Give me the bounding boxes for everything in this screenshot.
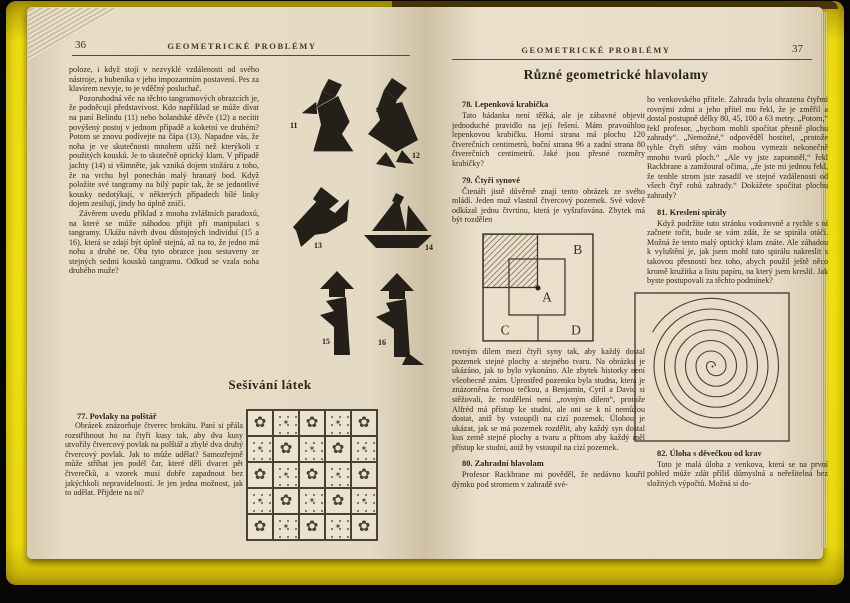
tangram-label-15: 15 xyxy=(322,337,330,346)
ornament-motif-icon: ✿ xyxy=(331,492,345,509)
problem-79-heading: 79. Čtyři synové xyxy=(462,175,520,185)
tangram-figure-man-without-foot xyxy=(310,271,364,357)
problem-81-heading: 81. Kreslení spirály xyxy=(657,207,727,217)
section-heading: Sešívání látek xyxy=(228,377,312,392)
star-motif-icon: ✶ xyxy=(334,470,342,479)
ornament-motif-icon: ✿ xyxy=(279,440,293,457)
brocade-star-cell xyxy=(273,462,299,488)
paragraph: ho venkovského přítele. Zahrada byla ohrazena čtyřmi rovnými zdmi a jeho přítel mu řekl, že je změřil a dostal postupně délky 80, 45, 100 a 63 metry. „Potom,“ řekl profesor, „bychom mohli spočítat přesně plochu zahrady“. „Nemožné,“ odpověděl hostitel, „protože tyhle čtyři stěny vám mohou vymezit nekonečně mnoho tvarů ploch.“ „Ale vy jste zapomněl,“ řekl Rackbrane a zamžoural očima, „že jste mi jednou řekl, že tenhle strom jste zasadil ve stejné vzdálenosti od všech čtyř rohů zahrady.“ Dokážete spočítat plochu zahrady? xyxy=(647,95,828,200)
paragraph: poloze, i když stojí v nezvyklé vzdálenosti od svého nástroje, a bubeníka v jeho impozantním postavení. Pes za klavírem nevyje, to je vděčný posluchač. xyxy=(69,65,259,94)
problem-80-heading: 80. Zahradní hlavolam xyxy=(462,459,544,469)
tangram-figure-yacht xyxy=(362,193,434,249)
problem-77-heading: 77. Povlaky na polštář xyxy=(77,412,157,421)
brocade-ornament-cell xyxy=(247,514,273,540)
left-running-header: GEOMETRICKÉ PROBLÉMY xyxy=(167,41,317,51)
left-page xyxy=(27,7,433,559)
spiral-figure xyxy=(634,292,790,442)
ornament-motif-icon: ✿ xyxy=(305,518,319,535)
brocade-star-cell xyxy=(325,514,351,540)
problem-78-heading: 78. Lepenková krabička xyxy=(462,100,549,109)
brocade-grid-figure xyxy=(246,409,378,541)
star-motif-icon: ✶ xyxy=(334,418,342,427)
star-motif-icon: ✶ xyxy=(256,496,264,505)
ornament-motif-icon: ✿ xyxy=(279,492,293,509)
tangram-label-16: 16 xyxy=(378,338,386,347)
ornament-motif-icon: ✿ xyxy=(357,518,371,535)
diagram-label-a: A xyxy=(542,289,552,305)
brocade-star-cell xyxy=(273,514,299,540)
ornament-motif-icon: ✿ xyxy=(253,466,267,483)
star-motif-icon: ✶ xyxy=(308,496,316,505)
land-division-diagram xyxy=(482,233,594,342)
paragraph: Čtenáři jistě důvěrně znají tento obrázek ze svého mládí. Jeden muž vlastnil čtvercový pozemek. Své vdově odkázal jednu čtvrtinu, která je vyšrafována. Zbytek má být rozdělen xyxy=(452,186,645,225)
ornament-motif-icon: ✿ xyxy=(253,414,267,431)
paragraph: Tato hádanka není těžká, ale je zábavné objevit jednoduché pravidlo na její řešení. Mám pravoúhlou lepenkovou krabičku. Horní strana má plochu 120 čtverečních centimetrů, boční strana 96 a zadní strana 80 čtverečních centimetrů. Jaké jsou přesné rozměry krabičky? xyxy=(452,111,645,168)
brocade-ornament-cell xyxy=(247,462,273,488)
star-motif-icon: ✶ xyxy=(256,444,264,453)
brocade-star-cell xyxy=(247,488,273,514)
tangram-label-12: 12 xyxy=(412,151,420,160)
tangram-label-14: 14 xyxy=(425,243,433,252)
paragraph: Když podržíte tuto stránku vodorovně a rychle s ní začnete točit, bude se vám zdát, že se spirála otáčí. Možná že tento malý optický klam znáte. Ale záhadou k vyluštění je, jak jsem mohl tuto spirálu nakreslit s takovou přesností bez toho, abych použil ještě něco kromě kružítka a listu papíru, na který jsem kreslil. Jak byste postupovali za těchto podmínek? xyxy=(647,218,828,286)
problem-77-text xyxy=(65,421,243,498)
star-motif-icon: ✶ xyxy=(334,522,342,531)
paragraph: Pozoruhodná věc na těchto tangramových obrazcích je, že podněcují představivost. Kdo například se může dívat na paní Belindu (11) nebo holandské děvče (12) a necítit povýšený postoj v jednom případě a koketní ve druhém? Potom se znovu podívejte na čápa (13). Napadne vás, že noha je ve skutečnosti mnohem užší než kterýkoli z použitých kousků. Je to skutečně optický klam. V případě jachty (14) si všimněte, jak vzniká dojem stožáru z toho, že na vrchu byl ponechán malý hranatý bod. Když položíte své tangramy na bílý papír tak, že se jednotlivé kousky nedotýkají, v některých případech bílé linky dojem zesilují, jindy ho úplně zničí. xyxy=(69,93,259,209)
tangram-figure-man-with-foot xyxy=(368,273,426,365)
brocade-row xyxy=(247,436,377,462)
diagram-label-d: D xyxy=(571,322,581,338)
left-header-rule xyxy=(72,55,410,56)
brocade-ornament-cell xyxy=(325,436,351,462)
brocade-ornament-cell xyxy=(351,514,377,540)
paragraph: Profesor Rackbrane mi pověděl, že nedávno kouřil dýmku pod stromem v zahradě své- xyxy=(452,470,645,490)
star-motif-icon: ✶ xyxy=(282,470,290,479)
well-dot xyxy=(536,285,541,290)
brocade-row xyxy=(247,410,377,436)
ornament-motif-icon: ✿ xyxy=(357,414,371,431)
right-page-right-column xyxy=(647,95,828,488)
star-motif-icon: ✶ xyxy=(282,418,290,427)
brocade-row xyxy=(247,488,377,514)
brocade-ornament-cell xyxy=(299,410,325,436)
ornament-motif-icon: ✿ xyxy=(253,518,267,535)
brocade-ornament-cell xyxy=(273,488,299,514)
tangram-figures xyxy=(282,75,432,375)
brocade-star-cell xyxy=(325,462,351,488)
right-page-number: 37 xyxy=(792,43,803,55)
brocade-row xyxy=(247,462,377,488)
brocade-ornament-cell xyxy=(299,462,325,488)
spiral-center-dot xyxy=(712,365,714,367)
left-text-column xyxy=(69,65,259,276)
ornament-motif-icon: ✿ xyxy=(305,414,319,431)
star-motif-icon: ✶ xyxy=(360,496,368,505)
spiral-path xyxy=(653,298,779,428)
ornament-motif-icon: ✿ xyxy=(331,440,345,457)
right-page-left-column xyxy=(452,93,645,490)
tangram-figure-stork xyxy=(287,185,349,249)
ornament-motif-icon: ✿ xyxy=(305,466,319,483)
brocade-star-cell xyxy=(299,488,325,514)
tangram-figure-lady xyxy=(300,77,362,157)
right-page xyxy=(426,7,828,559)
brocade-star-cell xyxy=(247,436,273,462)
chapter-title: Různé geometrické hlavolamy xyxy=(523,67,709,82)
paragraph: Závěrem uvedu příklad z mnoha zvláštních paradoxů, na které se může náhodou přijít při manipulaci s tangramy. Ukážu návrh dvou důstojných individuí (15 a 16), která se zdají být úplně stejná, až na to, že jedno má nohu a druhé ne. Oba tyto obrazce jsou sestaveny ze stejných sedmi kousků tangramu. Odkud se vzala noha druhého muže? xyxy=(69,208,259,276)
tangram-lady-icon xyxy=(300,77,362,157)
tangram-label-13: 13 xyxy=(314,241,322,250)
ornament-motif-icon: ✿ xyxy=(357,466,371,483)
star-motif-icon: ✶ xyxy=(308,444,316,453)
diagram-label-b: B xyxy=(573,241,583,257)
paragraph: Obrázek znázorňuje čtverec brokátu. Paní si přála rozstřihnout ho na čtyři kusy tak, aby dva kusy utvořily čtvercový povlak na polštář a zbylé dva druhý čtvercový povlak. Jak to může udělat? Samozřejmě může stříhat jen podél čar, které dělí dvacet pět čtverečků, a vzorek musí dobře zapadnout bez jakýchkoli nepravidelností. Je jen jedna možnost, jak to udělat. Přijdete na ni? xyxy=(65,421,243,498)
brocade-ornament-cell xyxy=(273,436,299,462)
tangram-label-11: 11 xyxy=(290,121,298,130)
left-page-number: 36 xyxy=(75,39,86,51)
diagram-label-c: C xyxy=(500,322,510,338)
tangram-man-1-icon xyxy=(310,271,364,357)
tangram-stork-icon xyxy=(287,185,349,249)
brocade-star-cell xyxy=(351,488,377,514)
brocade-ornament-cell xyxy=(351,410,377,436)
tangram-man-2-icon xyxy=(368,273,426,365)
brocade-star-cell xyxy=(325,410,351,436)
problem-82-heading: 82. Úloha s děvečkou od krav xyxy=(657,448,762,458)
brocade-ornament-cell xyxy=(325,488,351,514)
brocade-star-cell xyxy=(351,436,377,462)
brocade-star-cell xyxy=(273,410,299,436)
brocade-star-cell xyxy=(299,436,325,462)
star-motif-icon: ✶ xyxy=(282,522,290,531)
paragraph: Toto je malá úloha z venkova, která se na první pohled může zdát příliš důmyslná a neřešitelná bez složitých výpočtů. Možná si do- xyxy=(647,459,828,488)
brocade-ornament-cell xyxy=(299,514,325,540)
star-motif-icon: ✶ xyxy=(360,444,368,453)
paragraph: rovným dílem mezi čtyři syny tak, aby každý dostal pozemek stejné plochy a stejného tvaru. Na obrázku je ukázáno, jak to bylo vykonáno. Ale zbytek historky není všeobecně znám. Uprostřed pozemku byla studna, která je znázorněna černou tečkou, a Benjamin, Cyril a David si stěžovali, že rozdělení není „rovným dílem“, protože Alfréd má přístup ke studni, ale oni se k ní nemůžou dostat, aniž by vstoupili na cizí pozemek. Úlohou je ukázat, jak se má pozemek rozdělit, aby každý syn dostal kus země stejné plochy a tvaru a přitom aby každý měl přístup ke studni, aniž by vstoupil na cizí pozemek. xyxy=(452,346,645,452)
tangram-yacht-icon xyxy=(362,193,434,249)
brocade-ornament-cell xyxy=(247,410,273,436)
brocade-row xyxy=(247,514,377,540)
hatched-widow-quarter xyxy=(483,234,537,287)
brocade-ornament-cell xyxy=(351,462,377,488)
right-header-rule xyxy=(452,59,812,60)
right-running-header: GEOMETRICKÉ PROBLÉMY xyxy=(521,45,671,55)
